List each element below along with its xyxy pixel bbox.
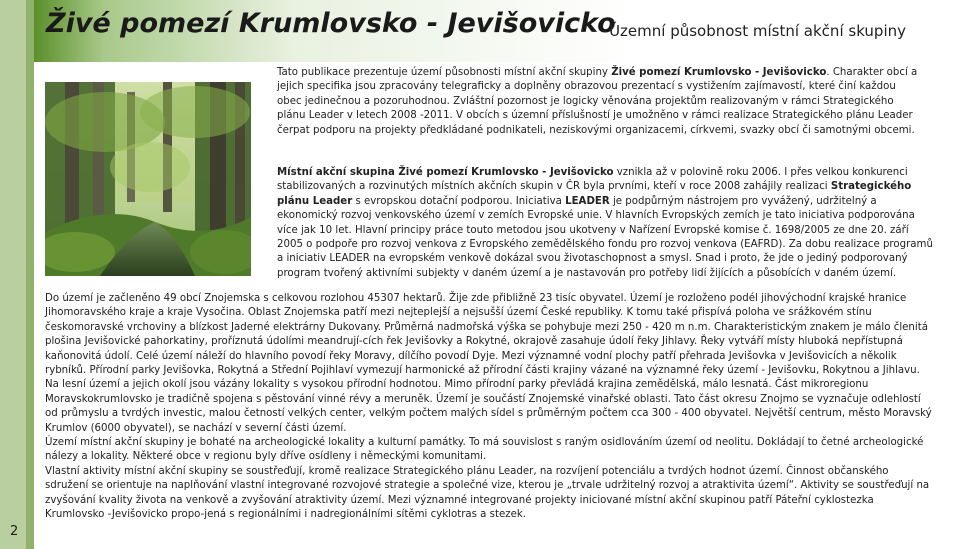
leader-paragraph	[277, 166, 937, 281]
activities-paragraph: Území místní akční skupiny je bohaté na archeologické lokality a kulturní památky. To má souvislost s raným osidlováním území od neolitu. Dokládají to četné archeologické nálezy a lokality. Některé obce v regionu byly dříve osídleny i německými komunitami. Vlastní aktivity místní akční skupiny se soustřeďují, kromě realizace Strategického plánu Leader, na rozvíjení potenciálu a tvrdých hodnot území. Činnost občanského sdružení se orientuje na naplňování vlastní integrované rozvojové strategie a společné vize, kterou je „trvale udržitelný rozvoj a atraktivita území“. Aktivity se soustřeďují na zvyšování kvality života na venkově a zvyšování atraktivity území. Mezi významné integrované projekty iniciované místní akční skupinou patří Páteřní cyklostezka Krumlovsko -Jevišovicko propo-jená s regionálními i nadregionálními sítěmi cyklotras a stezek.	[45, 437, 930, 521]
intro-paragraph	[277, 66, 923, 138]
page-title: Živé pomezí Krumlovsko - Jevišovicko	[46, 8, 616, 39]
left-sidebar-stripe	[0, 0, 34, 549]
intro-text-c: . Charakter obcí a jejich specifika jsou zpracovány telegraficky a doplněny obrazovou prezentací s vystižením zajímavostí, které činí každou obec jedinečnou a pozoruhodnou. Zvláštní pozornost je logicky věnována projektům realizovaným v rámci Strategického plánu Leader v letech 2008 -2011. V obcích s územní příslušností je umožněno v rámci realizace Strategického plánu Leader čerpat podporu na projekty předkládané podnikateli, neziskovými organizacemi, církvemi, svazky obcí či samotnými obcemi.	[277, 67, 918, 136]
territory-paragraph: Do území je začleněno 49 obcí Znojemska s celkovou rozlohou 45307 hektarů. Žije zde přibližně 23 tisíc obyvatel. Území je rozloženo podél jihovýchodní krajské hranice Jihomoravského kraje a kraje Vysočina. Oblast Znojemska patří mezi nejteplejší a nejsušší území České republiky. K tomu také přispívá poloha ve srážkovém stínu českomoravské vrchoviny a blízkost Jaderné elektrárny Dukovany. Průměrná nadmořská výška se pohybuje mezi 250 - 420 m n.m. Charakteristickým znakem je málo členitá plošina Jevišovické pahorkatiny, proříznutá údolími meandrují-cích řek Jevišovky a Rokytné, okrajově zasahuje údolí řeky Jihlavy. Řeky vytváří místy hluboká nepřístupná kaňonovitá údolí. Celé území náleží do hlavního povodí řeky Moravy, dílčího povodí Dyje. Mezi významné vodní plochy patří přehrada Jevišovka v Jevišovicích a několik rybníků. Přírodní parky Jevišovka, Rokytná a Střední Pojihlaví vymezují harmonické až přírodní části krajiny vázané na významné řeky území - Jevišovku, Rokytnou a Jihlavu. Na lesní území a jejich okolí jsou vázány lokality s vysokou přírodní hodnotou. Mimo přírodní parky převládá krajina zemědělská, málo lesnatá. Část mikroregionu Moravskokrumlovsko je tradičně spojena s pěstování vinné révy a meruněk. Území je součástí Znojemské vinařské oblasti. Tato část okresu Znojmo se vyznačuje odlehlostí od průmyslu a tvrdých investic, malou četností velkých center, velkým počtem malých sídel s průměrným počtem cca 300 - 400 obyvatel. Největší centrum, město Moravský Krumlov (6000 obyvatel), se nachází v severní části území.	[45, 293, 932, 434]
left-sidebar-accent	[26, 0, 34, 549]
forest-stream-image	[45, 82, 251, 276]
page-number: 2	[10, 524, 19, 539]
leader-keyword: LEADER	[565, 195, 610, 207]
page-subtitle: Územní působnost místní akční skupiny	[609, 22, 906, 40]
leader-mas-name: Místní akční skupina Živé pomezí Krumlovsko - Jevišovicko	[277, 167, 614, 178]
leader-plan-name: Strategického plánu Leader	[277, 181, 912, 207]
intro-mas-name: Živé pomezí Krumlovsko - Jevišovicko	[611, 67, 827, 78]
intro-text-a: Tato publikace prezentuje území působnosti místní akční skupiny	[277, 67, 612, 78]
leader-text-b: vznikla až v polovině roku 2006. I přes velkou konkurenci stabilizovaných a rozvinutých místních akčních skupin v ČR byla prvními, kteří v roce 2008 zahájily realizaci	[277, 167, 908, 193]
leader-text-f: je podpůrným nástrojem pro vyvážený, udržitelný a ekonomický rozvoj venkovského území v zemích Evropské unie. V hlavních Evropských zemích je tato iniciativa podporována více jak 10 let. Hlavní principy práce touto metodou jsou ukotveny v Nařízení Evropské komise č. 1698/2005 ze dne 20. září 2005 o podpoře pro rozvoj venkova z Evropského zemědělského fondu pro rozvoj venkova (EAFRD). Za dobu realizace programů a iniciativ LEADER na evropském venkově dokázal svou životaschopnost a smysl. Snad i proto, že jde o jediný podporovaný program tvořený aktivními subjekty v daném území a je nastavován pro potřeby lidí žijících a působících v daném území.	[277, 195, 933, 279]
forest-stream-photo	[45, 82, 251, 276]
leader-text-d: s evropskou dotační podporou. Iniciativa	[352, 195, 566, 207]
